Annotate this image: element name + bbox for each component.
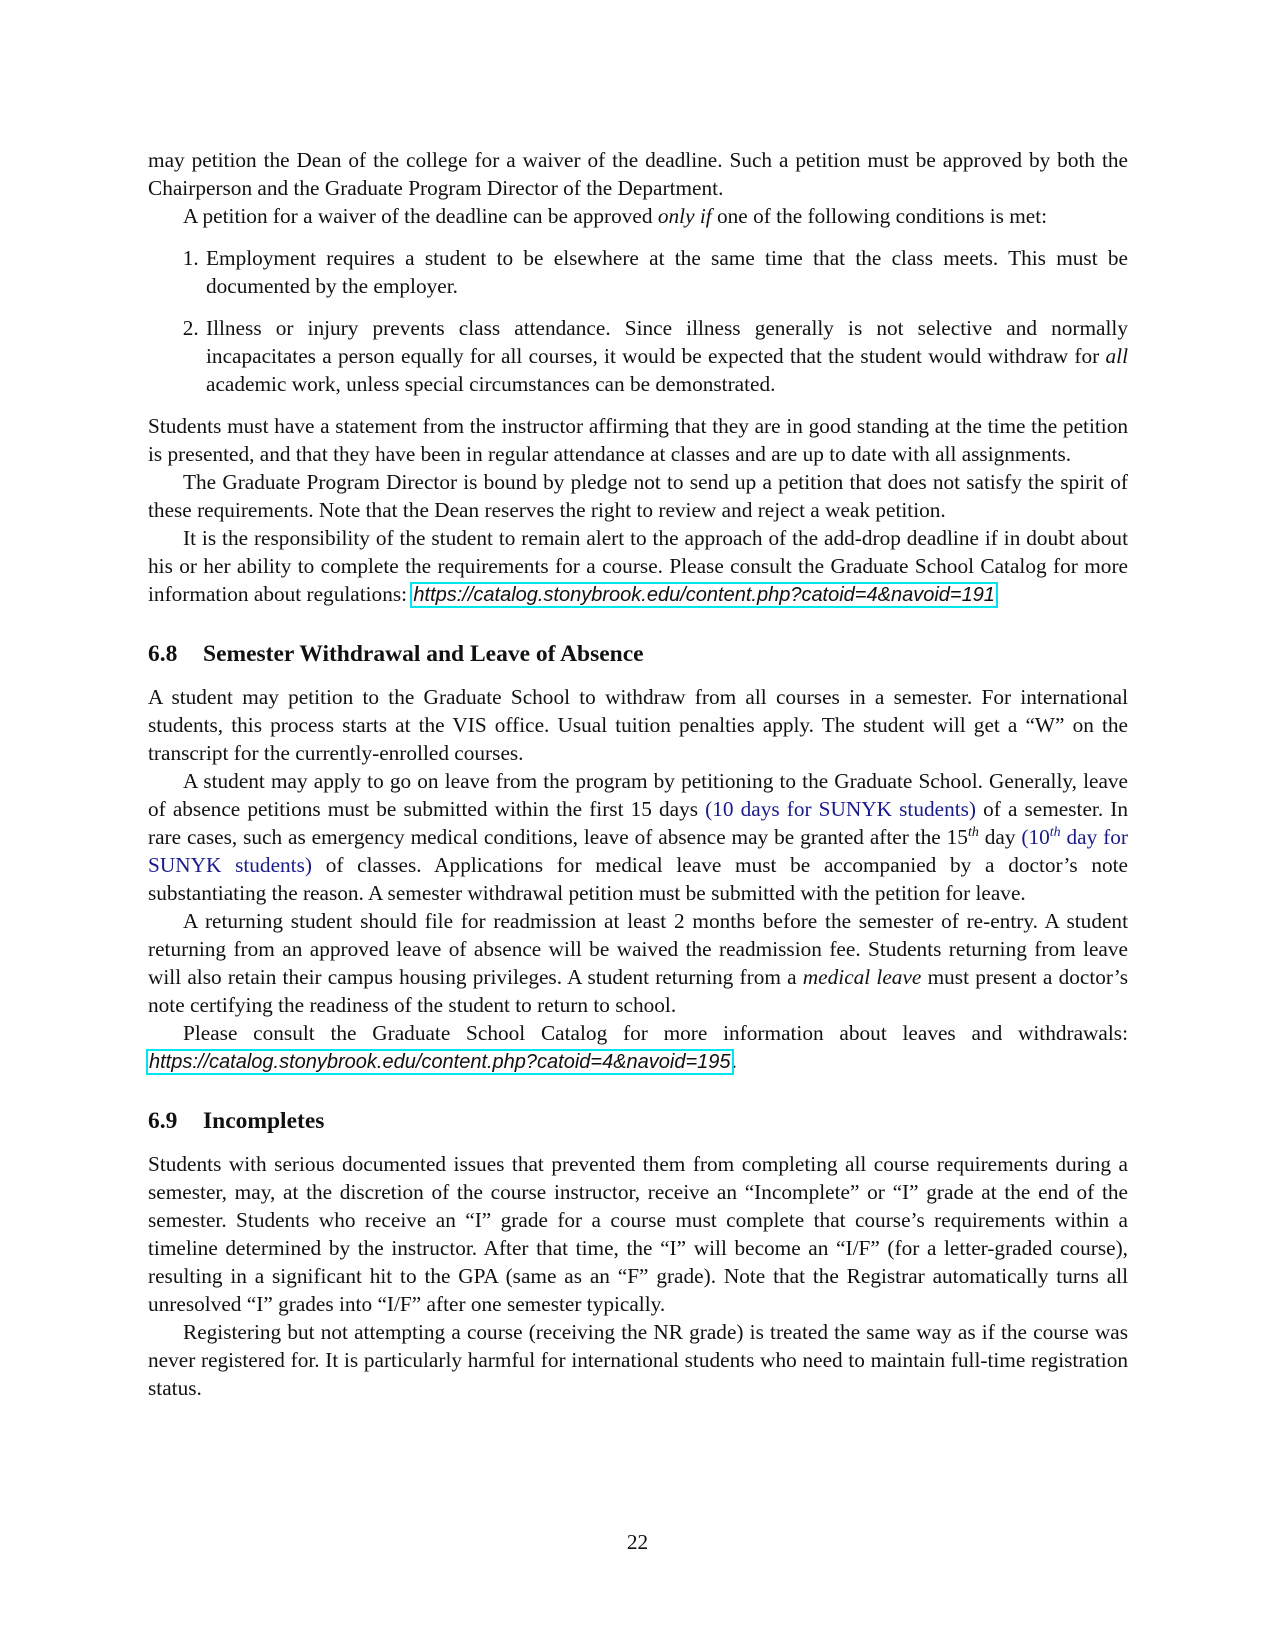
- list-item: 2. Illness or injury prevents class attendance. Since illness generally is not selective and normally incapacitates a person equally for all courses, it would be expected that the student would withdraw for all academic work, unless special circumstances can be demonstrated.: [204, 314, 1128, 398]
- section-title: Semester Withdrawal and Leave of Absence: [203, 641, 644, 667]
- paragraph: Registering but not attempting a course (receiving the NR grade) is treated the same way as if the course was never registered for. It is particularly harmful for international students who need to maintain full-time registration status.: [148, 1320, 1128, 1400]
- paragraph: A student may apply to go on leave from the program by petitioning to the Graduate School. Generally, leave of absence petitions must be submitted within the first 15 days (10 days for SUNYK students) of a semester. In rare cases, such as emergency medical conditions, leave of absence may be granted after the 15th day (10th day for SUNYK students) of classes. Applications for medical leave must be accompanied by a doctor’s note substantiating the reason. A semester withdrawal petition must be submitted with the petition for leave.: [148, 769, 1128, 905]
- section-heading: [148, 639, 1128, 669]
- section-number: 6.9: [148, 1108, 178, 1134]
- list-item: 1. Employment requires a student to be elsewhere at the same time that the class meets. This must be documented by the employer.: [204, 244, 1128, 300]
- catalog-regulations-link[interactable]: https://catalog.stonybrook.edu/content.php?catoid=4&navoid=191: [413, 584, 995, 606]
- section-number: 6.8: [148, 641, 178, 667]
- sunyk-note: (10th day for SUNYK students): [148, 824, 1128, 877]
- document-page: [148, 146, 1128, 1402]
- paragraph: A student may petition to the Graduate School to withdraw from all courses in a semester. For international students, this process starts at the VIS office. Usual tuition penalties apply. The student will get a “W” on the transcript for the currently-enrolled courses.: [148, 685, 1128, 765]
- catalog-leaves-link[interactable]: https://catalog.stonybrook.edu/content.php?catoid=4&navoid=195: [149, 1051, 731, 1073]
- paragraph: Students must have a statement from the instructor affirming that they are in good standing at the time the petition is presented, and that they have been in regular attendance at classes and are up to date with all assignments.: [148, 414, 1128, 466]
- paragraph: Please consult the Graduate School Catalog for more information about leaves and withdrawals: https://catalog.stonybrook.edu/content.php?catoid=4&navoid=195.: [149, 1021, 1128, 1073]
- paragraph: Students with serious documented issues that prevented them from completing all course requirements during a semester, may, at the discretion of the course instructor, receive an “Incomplete” or “I” grade at the end of the semester. Students who receive an “I” grade for a course must complete that course’s requirements within a timeline determined by the instructor. After that time, the “I” will become an “I/F” (for a letter-graded course), resulting in a significant hit to the GPA (same as an “F” grade). Note that the Registrar automatically turns all unresolved “I” grades into “I/F” after one semester typically.: [148, 1152, 1128, 1316]
- paragraph: The Graduate Program Director is bound by pledge not to send up a petition that does not satisfy the spirit of these requirements. Note that the Dean reserves the right to review and reject a weak petition.: [148, 470, 1128, 522]
- paragraph: It is the responsibility of the student to remain alert to the approach of the add-drop deadline if in doubt about his or her ability to complete the requirements for a course. Please consult the Graduate School Catalog for more information about regulations: https://catalog.stonybrook.edu/content.php?catoid=4&navoid=191: [148, 526, 1128, 606]
- paragraph: may petition the Dean of the college for a waiver of the deadline. Such a petition must be approved by both the Chairperson and the Graduate Program Director of the Department.: [148, 148, 1128, 200]
- section-heading: [148, 1106, 1128, 1136]
- paragraph: A returning student should file for readmission at least 2 months before the semester of re-entry. A student returning from an approved leave of absence will be waived the readmission fee. Students returning from leave will also retain their campus housing privileges. A student returning from a medical leave must present a doctor’s note certifying the readiness of the student to return to school.: [148, 909, 1128, 1017]
- section-title: Incompletes: [203, 1108, 325, 1134]
- paragraph: A petition for a waiver of the deadline can be approved only if one of the following conditions is met:: [183, 204, 1048, 228]
- page-number: 22: [626, 1530, 649, 1554]
- sunyk-note: (10 days for SUNYK students): [705, 797, 977, 821]
- emphasis: only if: [657, 204, 712, 228]
- conditions-list: [148, 244, 1128, 398]
